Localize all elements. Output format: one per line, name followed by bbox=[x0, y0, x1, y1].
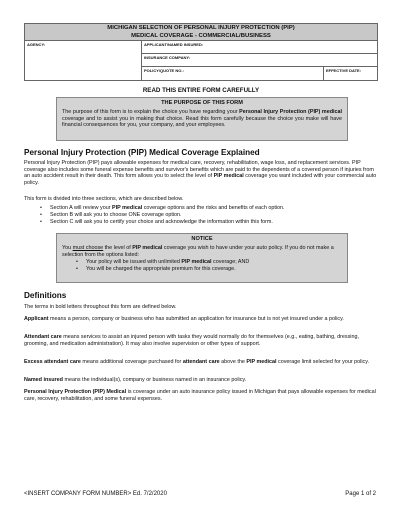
list-item: • You will be charged the appropriate premium for this coverage. bbox=[76, 266, 342, 273]
agency-field[interactable]: AGENCY: bbox=[25, 41, 142, 80]
notice-text: You must choose the level of PIP medical coverage you wish to have under your auto policy. If you do not make a selection from the options listed: bbox=[62, 245, 334, 258]
page-number: Page 1 of 2 bbox=[345, 491, 376, 497]
insurance-company-field[interactable]: INSURANCE COMPANY: bbox=[142, 54, 378, 67]
sections-list bbox=[40, 205, 370, 225]
header-info-table bbox=[24, 41, 378, 81]
list-item: • Section A will review your PIP medical coverage options and the risks and benefits of each option. bbox=[40, 205, 370, 212]
effective-date-field[interactable]: EFFECTIVE DATE: bbox=[326, 68, 362, 73]
policy-quote-field[interactable]: POLICY/QUOTE NO.: bbox=[142, 67, 324, 80]
definitions-intro: The terms in bold letters throughout this form are defined below. bbox=[24, 304, 177, 310]
def-excess-attendant-care: Excess attendant care means additional coverage purchased for attendant care above the PIP medical coverage limit selected for your policy. bbox=[24, 359, 370, 365]
notice-heading: NOTICE bbox=[191, 236, 213, 242]
form-title-line1: MICHIGAN SELECTION OF PERSONAL INJURY PROTECTION (PIP) bbox=[107, 25, 295, 31]
list-item: • Section C will ask you to certify your choice and acknowledge the information within this form. bbox=[40, 219, 370, 226]
form-title bbox=[24, 23, 378, 41]
def-attendant-care: Attendant care means services to assist an injured person with tasks they would normally do for themselves (e.g., eating, bathing, dressing, grooming, and medication administration). It may also involve supervision or other types of support. bbox=[24, 334, 359, 347]
list-item: • Your policy will be issued with unlimited PIP medical coverage; AND bbox=[76, 259, 342, 266]
sections-intro: This form is divided into three sections, which are described below. bbox=[24, 196, 184, 202]
pip-section-heading: Personal Injury Protection (PIP) Medical Coverage Explained bbox=[24, 148, 260, 157]
definitions-heading: Definitions bbox=[24, 291, 67, 300]
notice-box bbox=[56, 233, 348, 283]
purpose-box bbox=[56, 97, 348, 141]
list-item: • Section B will ask you to choose ONE coverage option. bbox=[40, 212, 370, 219]
pip-intro-paragraph: Personal Injury Protection (PIP) pays allowable expenses for medical care, recovery, rehabilitation, wage loss, and replacement services. PIP coverage also includes some funeral expense benefits and survivor's benefits which are paid to the dependents of a covered person if injuries from an auto accident result in their death. This form allows you to select the level of PIP medical coverage you want included with your commercial auto policy. bbox=[24, 160, 377, 187]
def-pip-medical: Personal Injury Protection (PIP) Medical is coverage under an auto insurance policy issued in Michigan that pays allowable expenses for medical care, recovery, rehabilitation, and some funeral expenses. bbox=[24, 389, 376, 402]
applicant-field[interactable]: APPLICANT/NAMED INSURED: bbox=[142, 41, 378, 54]
purpose-text: The purpose of this form is to explain the choice you have regarding your Personal Injury Protection (PIP) medical coverage and to assist you in making that choice. Read this form carefully because the choice you make will have financial consequences for you, your company, and your employees. bbox=[62, 109, 343, 129]
def-applicant: Applicant means a person, company or business who has submitted an application for insurance but is not yet insured under a policy. bbox=[24, 316, 344, 322]
def-named-insured: Named insured means the individual(s), company or business named in an insurance policy. bbox=[24, 377, 247, 383]
purpose-heading: THE PURPOSE OF THIS FORM bbox=[161, 100, 243, 106]
read-carefully-heading: READ THIS ENTIRE FORM CAREFULLY bbox=[142, 87, 260, 94]
form-number: <INSERT COMPANY FORM NUMBER> Ed. 7/2/2020 bbox=[24, 491, 167, 497]
form-title-line2: MEDICAL COVERAGE - COMMERCIAL/BUSINESS bbox=[131, 32, 271, 39]
notice-list bbox=[76, 259, 342, 273]
